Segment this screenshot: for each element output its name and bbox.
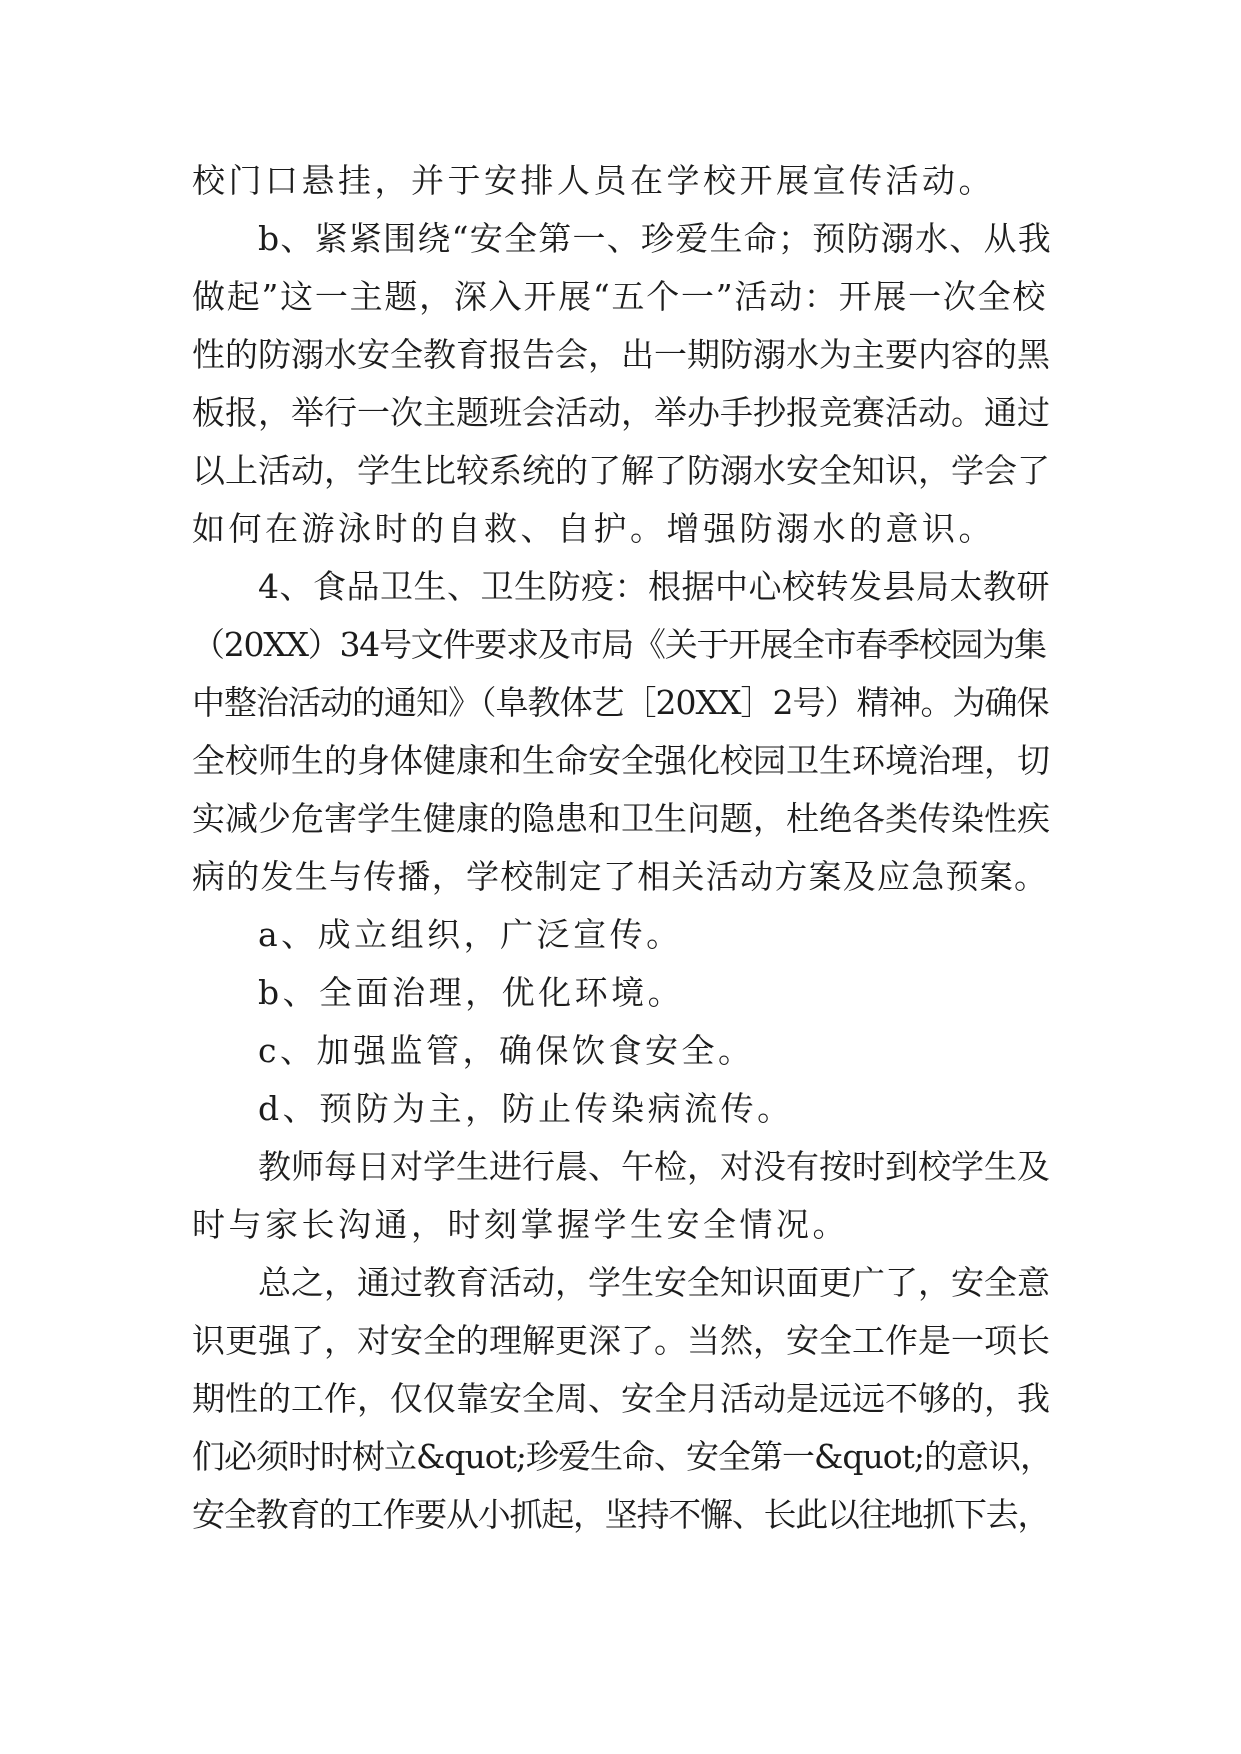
text-line: a、成立组织，广泛宣传。: [258, 915, 683, 954]
text-line: c、加强监管，确保饮食安全。: [258, 1031, 755, 1070]
text-line: 时与家长沟通，时刻掌握学生安全情况。: [192, 1205, 849, 1244]
text-line: 性的防溺水安全教育报告会，出一期防溺水为主要内容的黑: [192, 335, 1050, 374]
document-body: [192, 152, 1052, 1544]
text-line: b、紧紧围绕“安全第一、珍爱生命；预防溺水、从我: [258, 219, 1052, 258]
text-line: 们必须时时树立&quot;珍爱生命、安全第一&quot;的意识，: [192, 1437, 1052, 1476]
text-line: 如何在游泳时的自救、自护。增强防溺水的意识。: [192, 509, 995, 548]
text-line: 教师每日对学生进行晨、午检，对没有按时到校学生及: [258, 1147, 1050, 1186]
text-line: b、全面治理，优化环境。: [258, 973, 685, 1012]
text-line: 以上活动，学生比较系统的了解了防溺水安全知识，学会了: [192, 451, 1050, 490]
text-line: 安全教育的工作要从小抓起，坚持不懈、长此以往地抓下去，: [192, 1495, 1050, 1534]
text-line: 板报，举行一次主题班会活动，举办手抄报竞赛活动。通过: [192, 393, 1050, 432]
text-line: 总之，通过教育活动，学生安全知识面更广了，安全意: [258, 1263, 1050, 1302]
text-line: 实减少危害学生健康的隐患和卫生问题，杜绝各类传染性疾: [192, 799, 1050, 838]
text-line: 期性的工作，仅仅靠安全周、安全月活动是远远不够的，我: [192, 1379, 1050, 1418]
text-line: 全校师生的身体健康和生命安全强化校园卫生环境治理，切: [192, 741, 1050, 780]
text-line: d、预防为主，防止传染病流传。: [258, 1089, 794, 1128]
text-line: 校门口悬挂，并于安排人员在学校开展宣传活动。: [192, 161, 995, 200]
text-line: 中整治活动的通知》（阜教体艺［20XX］2号）精神。为确保: [192, 683, 1049, 722]
text-line: 识更强了，对安全的理解更深了。当然，安全工作是一项长: [192, 1321, 1050, 1360]
text-line: 4、食品卫生、卫生防疫：根据中心校转发县局太教研: [258, 567, 1050, 606]
text-line: （20XX）34号文件要求及市局《关于开展全市春季校园为集: [192, 625, 1046, 664]
text-line: 做起”这一主题，深入开展“五个一”活动：开展一次全校: [192, 277, 1048, 316]
text-line: 病的发生与传播，学校制定了相关活动方案及应急预案。: [192, 857, 1049, 896]
